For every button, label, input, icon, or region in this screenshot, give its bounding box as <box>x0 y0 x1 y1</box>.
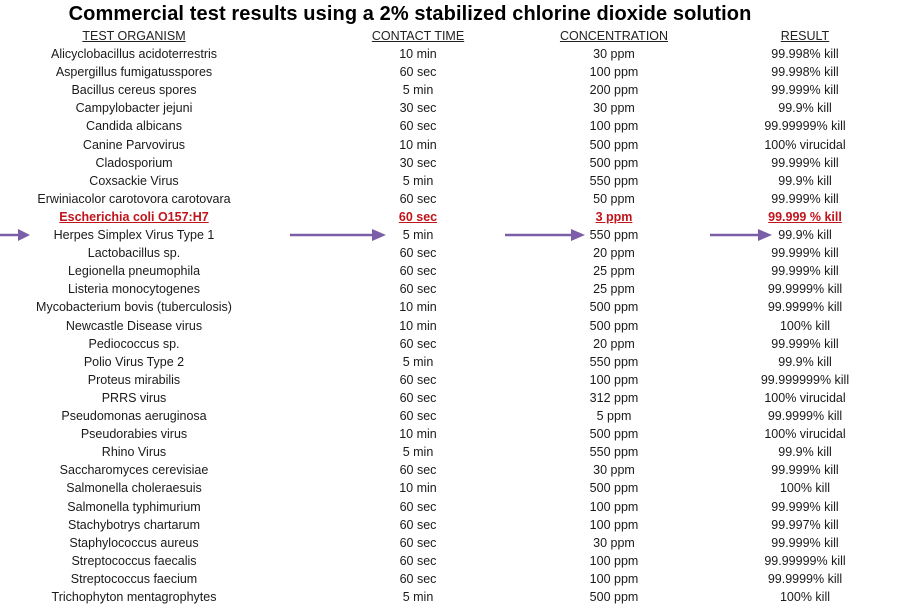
result-cell: 99.999% kill <box>771 463 839 478</box>
concentration-cell: 500 ppm <box>589 318 639 333</box>
concentration-cell: 550 ppm <box>589 354 639 369</box>
organism-cell: Listeria monocytogenes <box>67 282 201 297</box>
result-cell: 99.999% kill <box>771 264 839 279</box>
contact-time-cell: 60 sec <box>399 264 437 279</box>
concentration-cell: 500 ppm <box>589 137 639 152</box>
contact-time-cell: 5 min <box>402 354 434 369</box>
concentration-cell: 200 ppm <box>589 83 639 98</box>
table-row <box>0 117 900 135</box>
concentration-cell: 500 ppm <box>589 427 639 442</box>
organism-cell: Bacillus cereus spores <box>71 83 197 98</box>
concentration-cell: 30 ppm <box>593 535 635 550</box>
contact-time-cell: 60 sec <box>399 119 437 134</box>
header-contact-time: CONTACT TIME <box>371 29 465 43</box>
result-cell: 99.999% kill <box>771 155 839 170</box>
concentration-cell: 500 ppm <box>589 590 639 604</box>
contact-time-cell: 5 min <box>402 590 434 604</box>
organism-cell: Salmonella typhimurium <box>67 499 201 514</box>
page-title: Commercial test results using a 2% stabilized chlorine dioxide solution <box>68 3 752 25</box>
result-cell: 99.998% kill <box>771 47 839 61</box>
contact-time-cell: 5 min <box>402 445 434 460</box>
table-row <box>0 588 900 606</box>
result-cell: 100% virucidal <box>764 427 846 442</box>
organism-cell: Proteus mirabilis <box>87 372 181 387</box>
organism-cell: Alicyclobacillus acidoterrestris <box>50 47 218 61</box>
concentration-cell: 30 ppm <box>593 47 635 61</box>
table-row-highlighted <box>0 208 900 226</box>
contact-time-cell: 10 min <box>399 137 437 152</box>
concentration-cell: 100 ppm <box>589 119 639 134</box>
result-cell: 99.9999% kill <box>767 571 843 586</box>
organism-cell: Aspergillus fumigatusspores <box>55 65 213 80</box>
organism-cell: Herpes Simplex Virus Type 1 <box>53 228 215 242</box>
contact-time-cell: 60 sec <box>399 336 437 351</box>
result-cell: 99.9% kill <box>778 354 832 369</box>
organism-cell: Salmonella choleraesuis <box>66 481 202 496</box>
table-row <box>0 99 900 117</box>
organism-cell: Legionella pneumophila <box>67 264 201 279</box>
result-cell: 100% virucidal <box>764 390 846 405</box>
table-row <box>0 570 900 588</box>
organism-cell: Coxsackie Virus <box>89 173 179 188</box>
contact-time-cell: 60 sec <box>399 499 437 514</box>
result-cell: 99.9999% kill <box>767 282 843 297</box>
header-concentration: CONCENTRATION <box>559 29 669 43</box>
table-row <box>0 425 900 443</box>
concentration-cell: 100 ppm <box>589 499 639 514</box>
organism-cell: Pseudomonas aeruginosa <box>61 409 207 423</box>
concentration-cell: 100 ppm <box>589 65 639 80</box>
contact-time-cell: 10 min <box>399 300 437 315</box>
contact-time-cell: 60 sec <box>399 535 437 550</box>
concentration-cell: 20 ppm <box>593 246 635 261</box>
table-row <box>0 45 900 63</box>
table-row <box>0 516 900 534</box>
concentration-cell: 100 ppm <box>589 553 639 568</box>
contact-time-cell: 10 min <box>399 47 437 61</box>
concentration-cell: 30 ppm <box>593 463 635 478</box>
contact-time-cell: 60 sec <box>399 282 437 297</box>
concentration-cell: 25 ppm <box>593 282 635 297</box>
organism-cell: Campylobacter jejuni <box>75 101 193 116</box>
organism-cell: Polio Virus Type 2 <box>83 354 185 369</box>
arrow-pointer-contact-time <box>290 228 386 242</box>
arrow-pointer-result <box>710 228 772 242</box>
table-row <box>0 280 900 298</box>
organism-cell: PRRS virus <box>101 390 167 405</box>
table-row <box>0 262 900 280</box>
contact-time-cell: 10 min <box>399 318 437 333</box>
contact-time-cell: 10 min <box>399 427 437 442</box>
result-cell: 99.999999% kill <box>760 372 850 387</box>
concentration-cell: 550 ppm <box>589 228 639 242</box>
organism-cell: Trichophyton mentagrophytes <box>51 590 217 604</box>
arrow-pointer-organism <box>0 228 30 242</box>
contact-time-cell: 60 sec <box>399 409 437 423</box>
result-cell: 99.99999% kill <box>764 553 846 568</box>
result-cell: 99.999% kill <box>771 83 839 98</box>
contact-time-cell: 30 sec <box>399 155 437 170</box>
concentration-cell: 500 ppm <box>589 300 639 315</box>
header-result: RESULT <box>780 29 830 43</box>
table-row <box>0 190 900 208</box>
organism-cell: Newcastle Disease virus <box>65 318 203 333</box>
contact-time-cell: 60 sec <box>398 209 438 224</box>
result-cell: 99.99999% kill <box>764 119 846 134</box>
table-row <box>0 298 900 316</box>
contact-time-cell: 30 sec <box>399 101 437 116</box>
concentration-cell: 500 ppm <box>589 481 639 496</box>
result-cell: 99.999% kill <box>771 246 839 261</box>
result-cell: 99.9999% kill <box>767 300 843 315</box>
result-cell: 99.999 % kill <box>768 209 842 224</box>
contact-time-cell: 60 sec <box>399 372 437 387</box>
result-cell: 100% kill <box>779 481 831 496</box>
contact-time-cell: 60 sec <box>399 390 437 405</box>
contact-time-cell: 5 min <box>402 228 434 242</box>
table-row <box>0 81 900 99</box>
concentration-cell: 100 ppm <box>589 372 639 387</box>
concentration-cell: 30 ppm <box>593 101 635 116</box>
table-row <box>0 353 900 371</box>
table-row <box>0 244 900 262</box>
organism-cell: Staphylococcus aureus <box>69 535 199 550</box>
table-row <box>0 389 900 407</box>
organism-cell: Mycobacterium bovis (tuberculosis) <box>36 300 232 315</box>
contact-time-cell: 60 sec <box>399 191 437 206</box>
concentration-cell: 550 ppm <box>589 445 639 460</box>
table-row <box>0 534 900 552</box>
table-row <box>0 154 900 172</box>
arrow-pointer-concentration <box>505 228 585 242</box>
organism-cell: Pediococcus sp. <box>88 336 180 351</box>
result-cell: 99.999% kill <box>771 535 839 550</box>
organism-cell: Escherichia coli O157:H7 <box>59 209 209 224</box>
organism-cell: Canine Parvovirus <box>82 137 186 152</box>
result-cell: 99.9% kill <box>778 228 832 242</box>
table-row <box>0 63 900 81</box>
table-row <box>0 136 900 154</box>
result-cell: 99.997% kill <box>771 517 839 532</box>
organism-cell: Candida albicans <box>86 119 182 134</box>
contact-time-cell: 5 min <box>402 83 434 98</box>
contact-time-cell: 60 sec <box>399 463 437 478</box>
organism-cell: Stachybotrys chartarum <box>68 517 200 532</box>
table-row <box>0 317 900 335</box>
header-test-organism: TEST ORGANISM <box>82 29 186 43</box>
concentration-cell: 550 ppm <box>589 173 639 188</box>
table-row <box>0 407 900 425</box>
concentration-cell: 50 ppm <box>593 191 635 206</box>
table-row <box>0 552 900 570</box>
concentration-cell: 100 ppm <box>589 517 639 532</box>
concentration-cell: 500 ppm <box>589 155 639 170</box>
table-row <box>0 461 900 479</box>
result-cell: 99.999% kill <box>771 499 839 514</box>
organism-cell: Streptococcus faecium <box>70 571 198 586</box>
concentration-cell: 100 ppm <box>589 571 639 586</box>
concentration-cell: 312 ppm <box>589 390 639 405</box>
organism-cell: Saccharomyces cerevisiae <box>59 463 209 478</box>
contact-time-cell: 60 sec <box>399 65 437 80</box>
table-row <box>0 443 900 461</box>
organism-cell: Cladosporium <box>95 155 173 170</box>
organism-cell: Erwiniacolor carotovora carotovara <box>37 191 231 206</box>
table-row <box>0 172 900 190</box>
contact-time-cell: 60 sec <box>399 246 437 261</box>
concentration-cell: 5 ppm <box>596 409 632 423</box>
table-row <box>0 498 900 516</box>
table-row <box>0 371 900 389</box>
result-cell: 99.999% kill <box>771 336 839 351</box>
result-cell: 100% kill <box>779 318 831 333</box>
organism-cell: Pseudorabies virus <box>80 427 188 442</box>
result-cell: 99.998% kill <box>771 65 839 80</box>
contact-time-cell: 60 sec <box>399 571 437 586</box>
result-cell: 99.999% kill <box>771 191 839 206</box>
result-cell: 99.9% kill <box>778 173 832 188</box>
contact-time-cell: 5 min <box>402 173 434 188</box>
organism-cell: Lactobacillus sp. <box>87 246 181 261</box>
concentration-cell: 3 ppm <box>595 209 633 224</box>
contact-time-cell: 60 sec <box>399 517 437 532</box>
concentration-cell: 20 ppm <box>593 336 635 351</box>
concentration-cell: 25 ppm <box>593 264 635 279</box>
table-row <box>0 335 900 353</box>
result-cell: 100% kill <box>779 590 831 604</box>
table-row <box>0 479 900 497</box>
result-cell: 100% virucidal <box>764 137 846 152</box>
result-cell: 99.9999% kill <box>767 409 843 423</box>
result-cell: 99.9% kill <box>778 445 832 460</box>
organism-cell: Rhino Virus <box>101 445 167 460</box>
result-cell: 99.9% kill <box>778 101 832 116</box>
organism-cell: Streptococcus faecalis <box>71 553 197 568</box>
contact-time-cell: 10 min <box>399 481 437 496</box>
contact-time-cell: 60 sec <box>399 553 437 568</box>
